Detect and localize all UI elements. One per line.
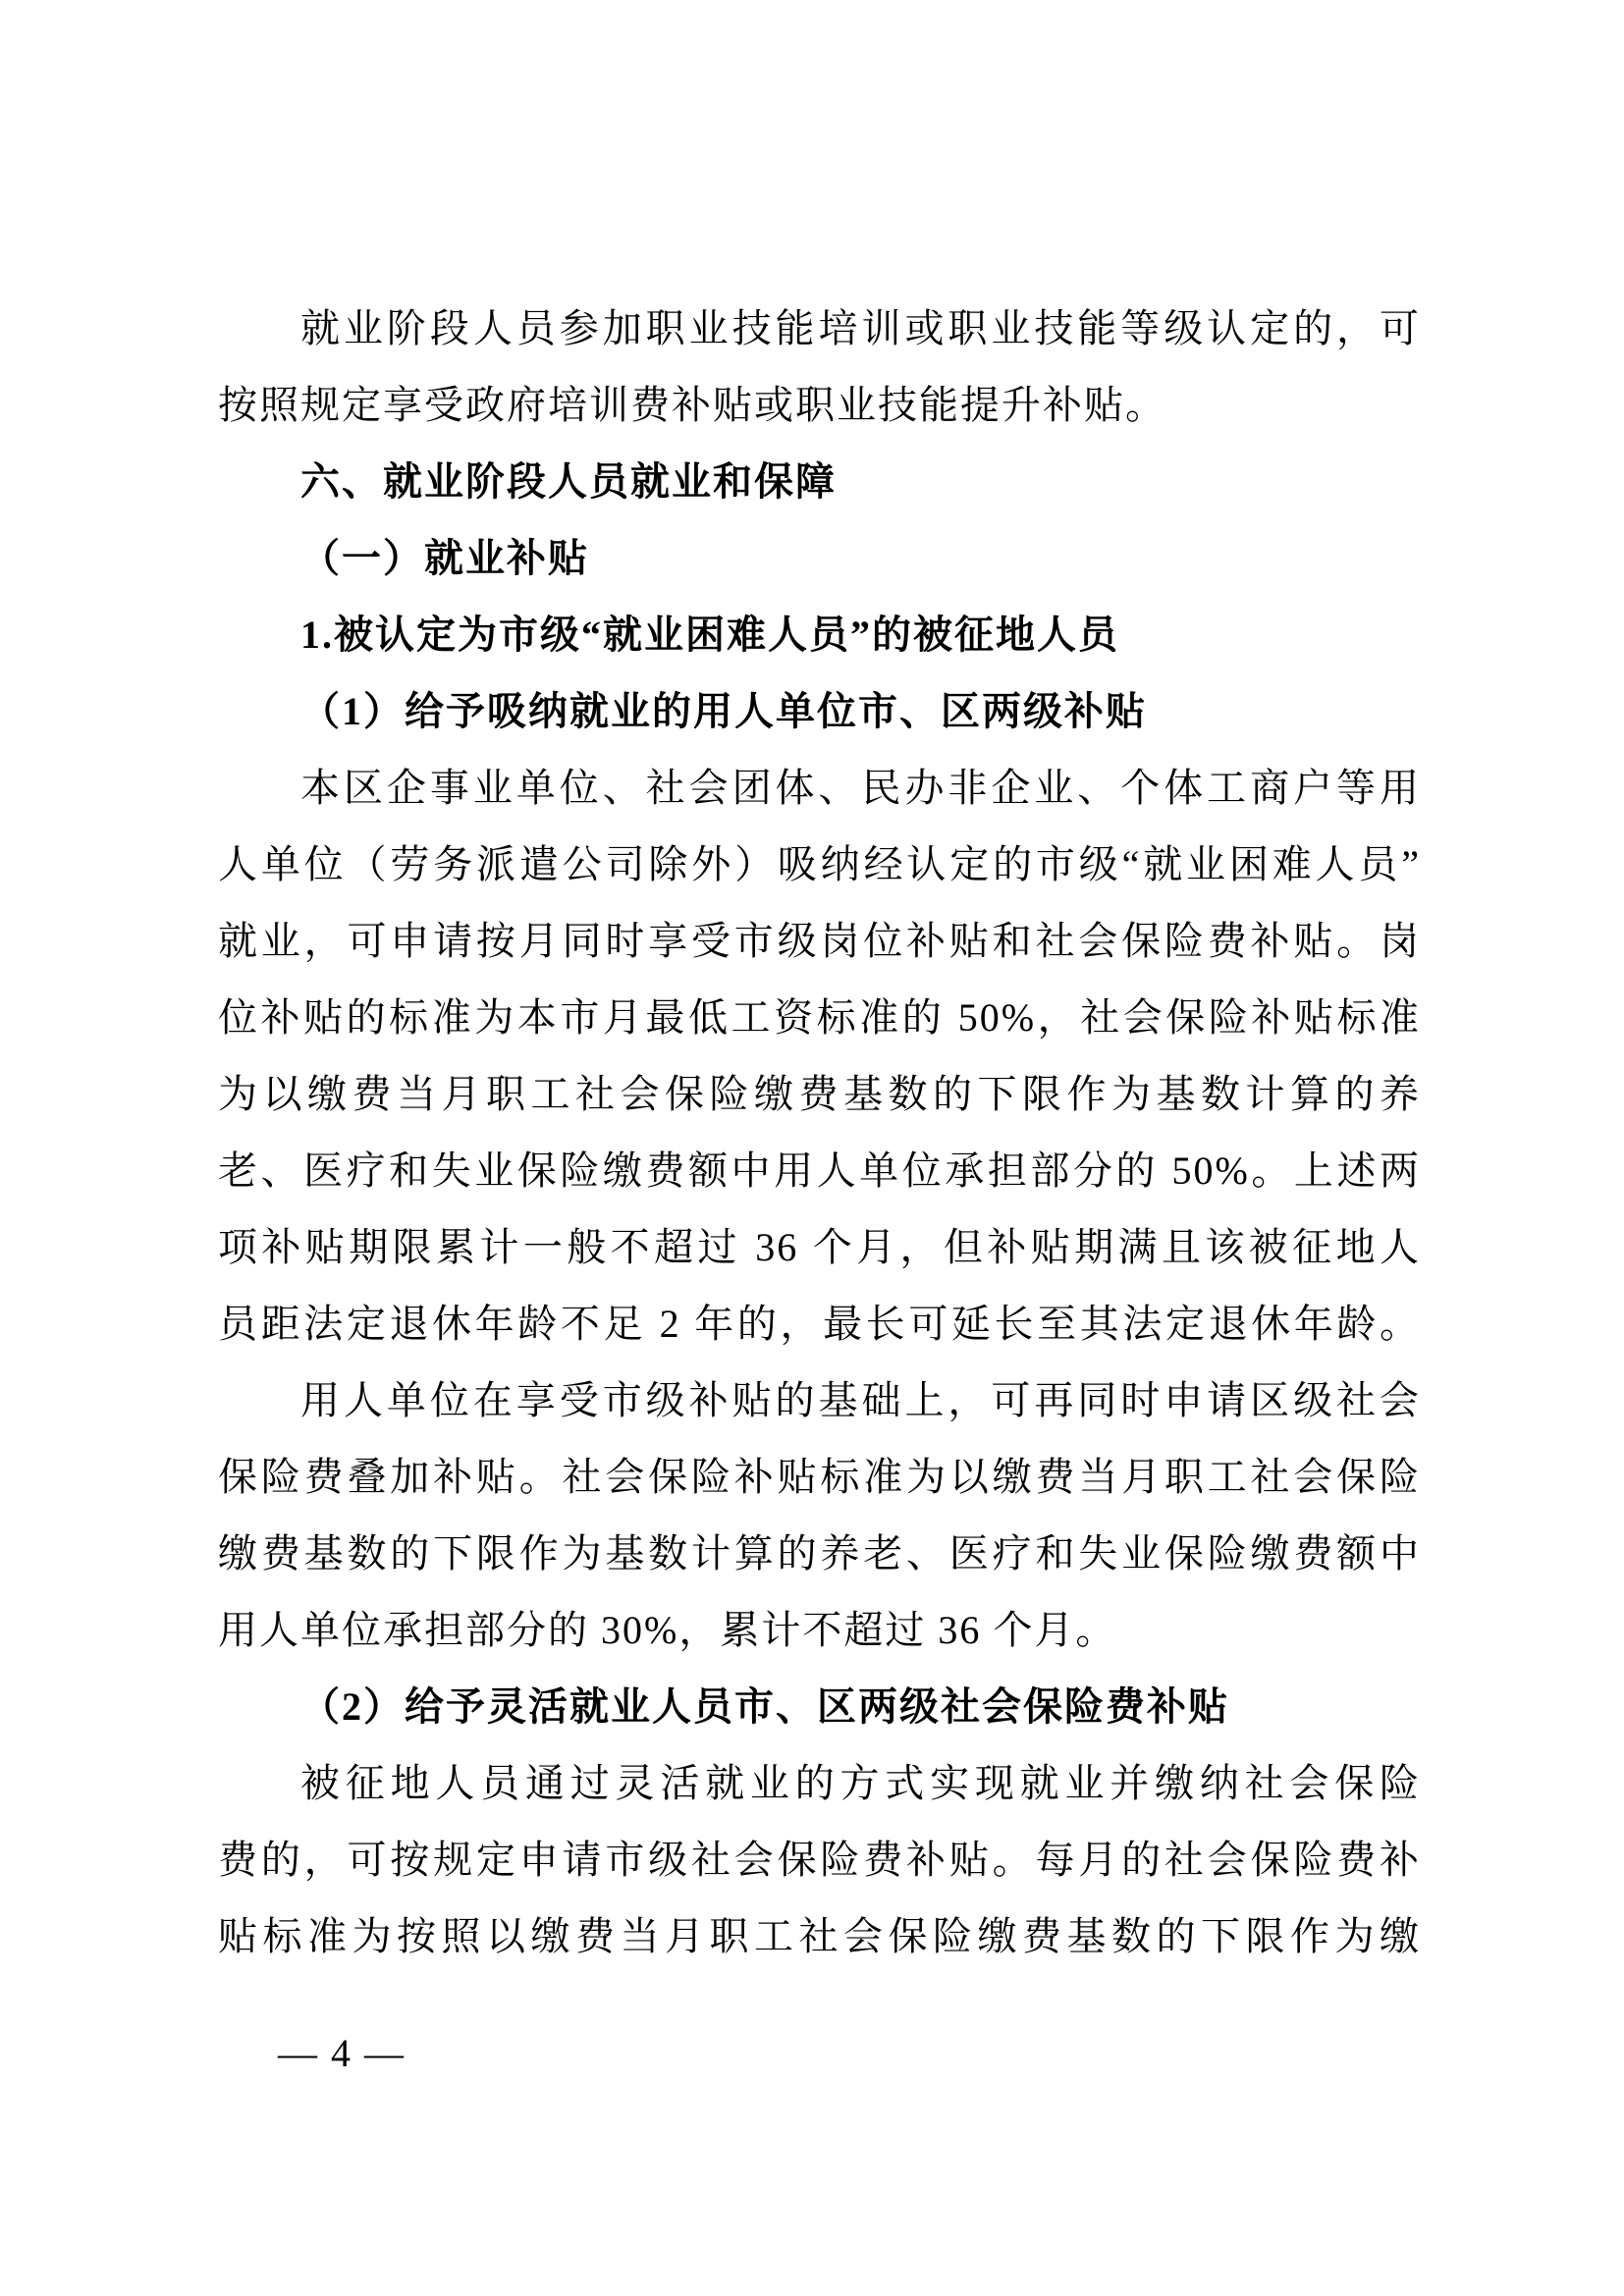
paragraph-line: 贴标准为按照以缴费当月职工社会保险缴费基数的下限作为缴 <box>218 1914 1421 1958</box>
paragraph-line: 人单位（劳务派遣公司除外）吸纳经认定的市级“就业困难人员” <box>218 842 1421 886</box>
paragraph-line: 老、医疗和失业保险缴费额中用人单位承担部分的 50%。上述两 <box>218 1148 1421 1193</box>
paragraph-line: 为以缴费当月职工社会保险缴费基数的下限作为基数计算的养 <box>218 1072 1421 1116</box>
paragraph-line: 按照规定享受政府培训费补贴或职业技能提升补贴。 <box>218 383 1166 427</box>
paragraph-line: 费的，可按规定申请市级社会保险费补贴。每月的社会保险费补 <box>218 1838 1421 1882</box>
paragraph-line: 就业，可申请按月同时享受市级岗位补贴和社会保险费补贴。岗 <box>218 919 1421 963</box>
paragraph-line: 用人单位承担部分的 30%，累计不超过 36 个月。 <box>218 1608 1117 1652</box>
item-heading: 1.被认定为市级“就业困难人员”的被征地人员 <box>300 613 1119 657</box>
paragraph-line: 本区企事业单位、社会团体、民办非企业、个体工商户等用 <box>300 766 1421 810</box>
paragraph-line: 用人单位在享受市级补贴的基础上，可再同时申请区级社会 <box>300 1378 1421 1422</box>
paragraph-line: 项补贴期限累计一般不超过 36 个月，但补贴期满且该被征地人 <box>218 1225 1421 1269</box>
document-text-block <box>218 291 1421 1975</box>
paragraph-line: 被征地人员通过灵活就业的方式实现就业并缴纳社会保险 <box>300 1761 1421 1805</box>
page-number: — 4 — <box>278 2031 406 2075</box>
point-heading: （1）给予吸纳就业的用人单位市、区两级补贴 <box>300 689 1147 733</box>
paragraph-line: 就业阶段人员参加职业技能培训或职业技能等级认定的，可 <box>300 306 1421 350</box>
paragraph-line: 保险费叠加补贴。社会保险补贴标准为以缴费当月职工社会保险 <box>218 1455 1421 1499</box>
section-heading: 六、就业阶段人员就业和保障 <box>300 460 837 504</box>
paragraph-line: 位补贴的标准为本市月最低工资标准的 50%，社会保险补贴标准 <box>218 995 1421 1040</box>
subsection-heading: （一）就业补贴 <box>300 536 589 580</box>
paragraph-line: 员距法定退休年龄不足 2 年的，最长可延长至其法定退休年龄。 <box>218 1302 1421 1346</box>
paragraph-line: 缴费基数的下限作为基数计算的养老、医疗和失业保险缴费额中 <box>218 1531 1421 1575</box>
point-heading: （2）给予灵活就业人员市、区两级社会保险费补贴 <box>300 1684 1229 1729</box>
